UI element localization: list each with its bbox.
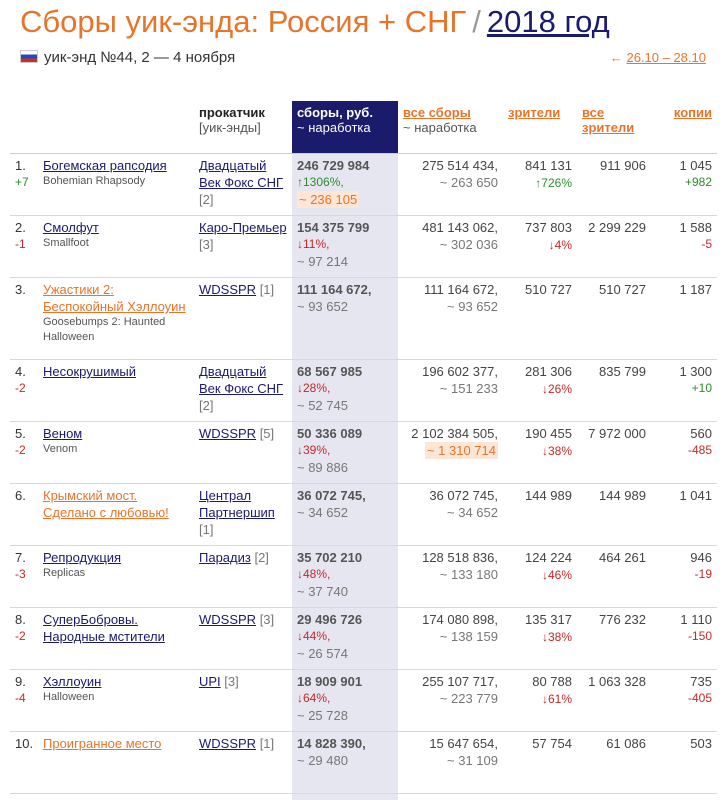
original-title: Halloween	[43, 691, 95, 703]
weekend-label: уик-энд №44, 2 — 4 ноября	[44, 49, 236, 66]
prev-weekend-nav[interactable]	[610, 50, 706, 65]
title-cell	[38, 154, 194, 216]
distributor-cell	[194, 422, 292, 484]
viewers-change: ↓38%	[541, 630, 572, 644]
weeks: [1]	[259, 736, 275, 751]
total-value: 2 102 384 505,	[411, 426, 498, 441]
total-value: 36 072 745,	[429, 488, 498, 503]
gross-value: 154 375 799	[297, 220, 370, 235]
weeks: [3]	[199, 237, 214, 252]
title-cell	[38, 422, 194, 484]
gross-cell	[292, 608, 398, 670]
total-cell	[398, 422, 503, 484]
viewers-value: 281 306	[525, 364, 572, 379]
copies-cell	[651, 422, 717, 484]
total-cell	[398, 484, 503, 546]
viewers-value: 510 727	[525, 282, 572, 297]
gross-value: 14 828 390,	[297, 736, 366, 751]
gross-avg: ~ 29 480	[297, 753, 348, 768]
viewers-change: ↓61%	[541, 692, 572, 706]
total-value: 15 647 654,	[429, 736, 498, 751]
copies-cell	[651, 670, 717, 732]
gross-cell	[292, 670, 398, 732]
rank-cell	[10, 216, 38, 278]
table-row	[10, 154, 717, 216]
copies-change: -405	[687, 691, 712, 705]
all-viewers-value: 911 906	[599, 158, 646, 173]
sort-copies-link[interactable]: копии	[673, 105, 712, 120]
copies-cell	[651, 484, 717, 546]
gross-value: 18 909 901	[297, 674, 363, 689]
all-viewers-cell	[577, 546, 651, 608]
distributor-cell	[194, 732, 292, 794]
rank-cell	[10, 484, 38, 546]
header-all-viewers[interactable]	[577, 101, 651, 154]
gross-avg: ~ 25 728	[297, 708, 348, 723]
gross-cell	[292, 732, 398, 794]
copies-value: 1 588	[679, 220, 712, 235]
total-cell	[398, 608, 503, 670]
title-cell	[38, 608, 194, 670]
all-viewers-cell	[577, 484, 651, 546]
rank-cell	[10, 360, 38, 422]
all-viewers-value: 510 727	[599, 282, 646, 297]
all-viewers-value: 7 972 000	[588, 426, 646, 441]
film-title-link[interactable]: Ужастики 2: Беспокойный Хэллоуин	[43, 282, 186, 314]
sort-all-viewers-link[interactable]: все зрители	[582, 105, 635, 135]
copies-value: 1 300	[679, 364, 712, 379]
rank: 8.	[15, 612, 26, 627]
distributor-cell	[194, 360, 292, 422]
rank-change: -2	[15, 381, 26, 395]
gross-change: ↓64%,	[297, 691, 331, 705]
all-viewers-value: 61 086	[606, 736, 646, 751]
total-avg: ~ 133 180	[439, 567, 498, 582]
title-cell	[38, 360, 194, 422]
sort-total-link[interactable]: все сборы	[403, 105, 471, 120]
distributor-link[interactable]: WDSSPR	[199, 426, 257, 441]
gross-avg: ~ 26 574	[297, 646, 348, 661]
all-viewers-value: 776 232	[599, 612, 646, 627]
original-title: Replicas	[43, 567, 86, 579]
rank: 6.	[15, 488, 26, 503]
weeks: [2]	[254, 550, 269, 565]
copies-change: +982	[684, 175, 712, 189]
weeks: [1]	[259, 282, 275, 297]
viewers-change: ↓38%	[541, 444, 572, 458]
gross-change: ↓28%,	[297, 381, 331, 395]
rank-change: +7	[15, 175, 29, 189]
viewers-change: ↓46%	[541, 568, 572, 582]
distributor-cell	[194, 154, 292, 216]
rank-change: -4	[15, 691, 26, 705]
all-viewers-cell	[577, 608, 651, 670]
viewers-cell	[503, 154, 577, 216]
rank-cell	[10, 422, 38, 484]
rank-change: -1	[15, 237, 26, 251]
weeks: [2]	[199, 192, 214, 207]
film-title-link[interactable]: Репродукция	[43, 550, 122, 565]
gross-avg: ~ 89 886	[297, 460, 348, 475]
weeks: [2]	[199, 398, 214, 413]
rank-cell	[10, 154, 38, 216]
rank-cell	[10, 670, 38, 732]
gross-value: 36 072 745,	[297, 488, 366, 503]
distributor-link[interactable]: WDSSPR	[199, 736, 257, 751]
distributor-link[interactable]: WDSSPR	[199, 282, 257, 297]
original-title: Goosebumps 2: Haunted Halloween	[43, 316, 166, 343]
copies-value: 735	[690, 674, 712, 689]
table-row	[10, 670, 717, 732]
gross-avg: ~ 52 745	[297, 398, 348, 413]
viewers-cell	[503, 278, 577, 360]
film-title-link[interactable]: СуперБобровы. Народные мстители	[43, 612, 165, 644]
distributor-link[interactable]: Двадцатый Век Фокс СНГ	[199, 158, 284, 190]
copies-cell	[651, 216, 717, 278]
all-viewers-cell	[577, 422, 651, 484]
total-cell	[398, 216, 503, 278]
total-cell	[398, 360, 503, 422]
rank: 9.	[15, 674, 26, 689]
all-viewers-cell	[577, 732, 651, 794]
rank: 5.	[15, 426, 26, 441]
left-arrow-icon: ←	[609, 50, 623, 65]
distributor-link[interactable]: Двадцатый Век Фокс СНГ	[199, 364, 284, 396]
copies-value: 560	[690, 426, 712, 441]
gross-change: ↑1306%,	[297, 175, 344, 189]
rank-change: -3	[15, 567, 26, 581]
page-title	[20, 4, 610, 40]
total-value: 174 080 898,	[422, 612, 498, 627]
gross-cell	[292, 216, 398, 278]
film-title-link[interactable]: Несокрушимый	[43, 364, 136, 379]
film-title-link[interactable]: Веном	[43, 426, 83, 441]
copies-value: 1 041	[679, 488, 712, 503]
copies-cell	[651, 278, 717, 360]
copies-cell	[651, 608, 717, 670]
total-avg: ~ 34 652	[447, 505, 498, 520]
header-rank	[10, 101, 38, 154]
page-title-text: Сборы уик-энда: Россия + СНГ	[20, 4, 467, 39]
copies-value: 503	[690, 736, 712, 751]
viewers-cell	[503, 732, 577, 794]
viewers-value: 124 224	[525, 550, 572, 565]
total-cell	[398, 154, 503, 216]
viewers-value: 80 788	[532, 674, 572, 689]
rank-cell	[10, 608, 38, 670]
header-distributor: прокатчик [уик-энды]	[194, 101, 292, 154]
copies-value: 946	[690, 550, 712, 565]
film-title-link[interactable]: Проигранное место	[43, 736, 162, 751]
table-row	[10, 360, 717, 422]
russia-flag-icon	[20, 50, 38, 63]
gross-cell	[292, 154, 398, 216]
gross-value: 29 496 726	[297, 612, 363, 627]
original-title: Venom	[43, 443, 78, 455]
total-value: 275 514 434,	[422, 158, 498, 173]
header-copies[interactable]	[651, 101, 717, 154]
all-viewers-value: 464 261	[599, 550, 646, 565]
header-viewers[interactable]	[503, 101, 577, 154]
gross-change: ↓48%,	[297, 567, 331, 581]
weeks: [3]	[224, 674, 239, 689]
gross-value: 246 729 984	[297, 158, 370, 173]
distributor-cell	[194, 670, 292, 732]
all-viewers-cell	[577, 278, 651, 360]
total-value: 111 164 672,	[424, 282, 498, 297]
total-cell	[398, 670, 503, 732]
gross-change: ↓11%,	[297, 237, 330, 251]
table-row	[10, 278, 717, 360]
distributor-cell	[194, 216, 292, 278]
title-cell	[38, 484, 194, 546]
gross-avg: ~ 34 652	[297, 505, 348, 520]
gross-avg: ~ 93 652	[297, 299, 348, 314]
viewers-value: 737 803	[525, 220, 572, 235]
film-title-link[interactable]: Смолфут	[43, 220, 99, 235]
rank-change: -2	[15, 629, 26, 643]
title-cell	[38, 546, 194, 608]
all-viewers-value: 835 799	[599, 364, 646, 379]
year-link[interactable]: 2018 год	[486, 4, 610, 39]
total-avg: ~ 223 779	[439, 691, 498, 706]
gross-avg: ~ 97 214	[297, 254, 348, 269]
total-value: 128 518 836,	[422, 550, 498, 565]
copies-cell	[651, 732, 717, 794]
table-row	[10, 484, 717, 546]
viewers-cell	[503, 216, 577, 278]
distributor-link[interactable]: WDSSPR	[199, 612, 257, 627]
rank-cell	[10, 732, 38, 794]
all-viewers-value: 1 063 328	[588, 674, 646, 689]
distributor-cell	[194, 484, 292, 546]
copies-value: 1 187	[679, 282, 712, 297]
rank: 1.	[15, 158, 26, 173]
distributor-link[interactable]: Централ Партнершип	[199, 488, 275, 520]
table-row	[10, 608, 717, 670]
header-gross[interactable]: сборы, руб. ~ наработка	[292, 101, 398, 154]
gross-avg: ~ 236 105	[299, 192, 358, 207]
viewers-cell	[503, 670, 577, 732]
rank: 4.	[15, 364, 26, 379]
rank-change: -2	[15, 443, 26, 457]
total-avg: ~ 93 652	[447, 299, 498, 314]
viewers-value: 144 989	[525, 488, 572, 503]
header-total[interactable]: все сборы ~ наработка	[398, 101, 503, 154]
distributor-link[interactable]: Каро-Премьер	[199, 220, 287, 235]
gross-value: 68 567 985	[297, 364, 363, 379]
all-viewers-value: 2 299 229	[588, 220, 646, 235]
weeks: [5]	[259, 426, 275, 441]
total-value: 255 107 717,	[422, 674, 498, 689]
weeks: [1]	[199, 522, 214, 537]
total-cell	[398, 732, 503, 794]
gross-change: ↓44%,	[297, 629, 331, 643]
total-avg: ~ 1 310 714	[426, 443, 496, 458]
viewers-cell	[503, 360, 577, 422]
total-avg: ~ 302 036	[439, 237, 498, 252]
total-avg: ~ 31 109	[447, 753, 498, 768]
total-avg: ~ 151 233	[439, 381, 498, 396]
title-cell	[38, 278, 194, 360]
rank: 10.	[15, 736, 34, 751]
table-header-row	[10, 101, 717, 154]
table-row	[10, 546, 717, 608]
total-avg: ~ 138 159	[439, 629, 498, 644]
copies-cell	[651, 546, 717, 608]
viewers-cell	[503, 422, 577, 484]
table-row	[10, 732, 717, 794]
weeks: [3]	[259, 612, 275, 627]
total-value: 196 602 377,	[422, 364, 498, 379]
header-title	[38, 101, 194, 154]
gross-change: ↓39%,	[297, 443, 331, 457]
all-viewers-cell	[577, 360, 651, 422]
copies-change: -19	[694, 567, 712, 581]
copies-value: 1 045	[679, 158, 712, 173]
prev-weekend-link[interactable]: 26.10 – 28.10	[626, 50, 706, 65]
copies-change: +10	[691, 381, 712, 395]
rank: 7.	[15, 550, 26, 565]
rank: 3.	[15, 282, 26, 297]
original-title: Smallfoot	[43, 237, 89, 249]
title-separator: /	[472, 4, 481, 39]
copies-change: -5	[701, 237, 712, 251]
copies-cell	[651, 154, 717, 216]
film-title-link[interactable]: Богемская рапсодия	[43, 158, 167, 173]
viewers-value: 57 754	[532, 736, 572, 751]
film-title-link[interactable]: Хэллоуин	[43, 674, 102, 689]
distributor-link[interactable]: UPI	[199, 674, 221, 689]
viewers-cell	[503, 608, 577, 670]
distributor-cell	[194, 546, 292, 608]
film-title-link[interactable]: Крымский мост. Сделано с любовью!	[43, 488, 169, 520]
gross-cell	[292, 422, 398, 484]
weekend-subtitle	[20, 49, 235, 66]
total-cell	[398, 546, 503, 608]
sort-viewers-link[interactable]: зрители	[508, 105, 561, 120]
title-cell	[38, 216, 194, 278]
boxoffice-table	[10, 101, 717, 794]
viewers-value: 190 455	[525, 426, 572, 441]
gross-value: 35 702 210	[297, 550, 363, 565]
viewers-change: ↓4%	[548, 238, 572, 252]
gross-cell	[292, 484, 398, 546]
table-row	[10, 216, 717, 278]
viewers-value: 841 131	[525, 158, 572, 173]
copies-value: 1 110	[680, 612, 712, 627]
title-cell	[38, 670, 194, 732]
rank-cell	[10, 546, 38, 608]
gross-cell	[292, 278, 398, 360]
copies-cell	[651, 360, 717, 422]
copies-change: -150	[687, 629, 712, 643]
all-viewers-cell	[577, 216, 651, 278]
viewers-change: ↓26%	[541, 382, 572, 396]
viewers-cell	[503, 546, 577, 608]
copies-change: -485	[687, 443, 712, 457]
distributor-cell	[194, 608, 292, 670]
viewers-change: ↑726%	[535, 176, 572, 190]
table-row	[10, 422, 717, 484]
total-avg: ~ 263 650	[439, 175, 498, 190]
original-title: Bohemian Rhapsody	[43, 175, 146, 187]
gross-value: 111 164 672,	[297, 282, 372, 297]
distributor-link[interactable]: Парадиз	[199, 550, 251, 565]
all-viewers-cell	[577, 154, 651, 216]
title-cell	[38, 732, 194, 794]
all-viewers-value: 144 989	[599, 488, 646, 503]
distributor-cell	[194, 278, 292, 360]
total-cell	[398, 278, 503, 360]
all-viewers-cell	[577, 670, 651, 732]
viewers-cell	[503, 484, 577, 546]
gross-value: 50 336 089	[297, 426, 363, 441]
viewers-value: 135 317	[525, 612, 572, 627]
gross-cell	[292, 360, 398, 422]
rank-cell	[10, 278, 38, 360]
gross-cell	[292, 546, 398, 608]
total-value: 481 143 062,	[422, 220, 498, 235]
rank: 2.	[15, 220, 26, 235]
gross-avg: ~ 37 740	[297, 584, 348, 599]
